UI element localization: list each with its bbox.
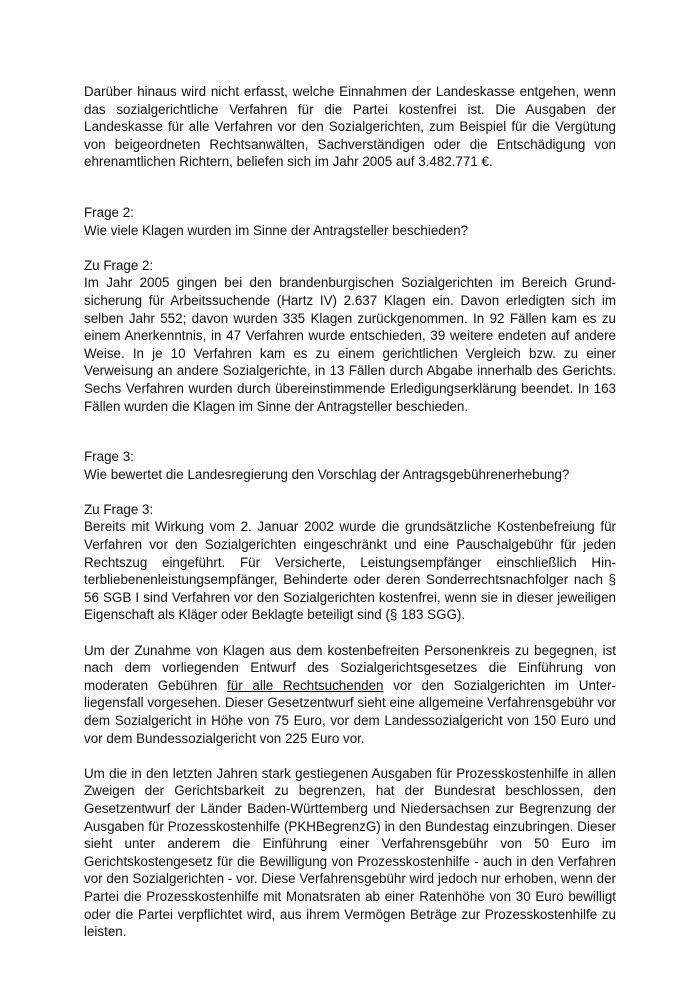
spacer (84, 415, 616, 448)
answer-3-paragraph-2 (84, 642, 616, 748)
spacer (84, 624, 616, 642)
intro-paragraph: Darüber hinaus wird nicht erfasst, welche Einnahmen der Landeskasse entgehen, wenn das sozialgerichtliche Verfahren für die Partei kostenfrei ist. Die Ausgaben der Landeskasse für alle Verfahren vor den Sozialgerichten, zum Beispiel für die Vergütung von beigeordneten Rechtsanwälten, Sachverständigen oder die Entschädigung von ehrenamtlichen Richtern, beliefen sich im Jahr 2005 auf 3.482.771 €. (84, 84, 616, 170)
paragraph-text: vor den Sozialgerichten im Unterliegensfall vorgesehen. Dieser Gesetzentwurf sieht eine allgemeine Verfahrensgebühr vor dem Sozialgericht in Höhe von 75 Euro, vor dem Landessozialgericht von 150 Euro und vor dem Bundessozialgericht von 225 Euro vor. (84, 677, 616, 746)
answer-3-paragraph-1: Bereits mit Wirkung vom 2. Januar 2002 wurde die grundsätzliche Kostenbefreiung für Verfahren vor den Sozialgerichten eingeschränkt und eine Pauschalgebühr für jeden Rechtszug eingeführt. Für Versicherte, Leistungsempfänger einschließlich Hinterbliebenenleistungsempfänger, Behinderte oder deren Sonderrechtsnachfolger nach § 56 SGB I sind Verfahren vor den Sozialgerichten kostenfrei, wenn sie in dieser jeweiligen Eigenschaft als Kläger oder Beklagte beteiligt sind (§ 183 SGG). (84, 519, 616, 623)
spacer (84, 747, 616, 765)
document-body (84, 83, 616, 941)
spacer (84, 239, 616, 257)
question-2-label: Frage 2: (84, 204, 134, 220)
question-2-text: Wie viele Klagen wurden im Sinne der Antragsteller beschieden? (84, 222, 469, 238)
question-3-text: Wie bewertet die Landesregierung den Vorschlag der Antragsgebührenerhebung? (84, 466, 570, 482)
spacer (84, 171, 616, 204)
answer-2-label: Zu Frage 2: (84, 257, 154, 273)
spacer (84, 483, 616, 501)
underlined-phrase: für alle Rechtsuchenden (227, 677, 384, 693)
answer-2-text: Im Jahr 2005 gingen bei den brandenburgischen Sozialgerichten im Bereich Grundsicherung für Arbeitssuchende (Hartz IV) 2.637 Klagen ein. Davon erledigten sich im selben Jahr 552; davon wurden 335 Klagen zurückgenommen. In 92 Fällen kam es zu einem Anerkenntnis, in 47 Verfahren wurde entschieden, 39 weitere endeten auf andere Weise. In je 10 Verfahren kam es zu einem gerichtlichen Vergleich bzw. zu einer Verweisung an andere Sozialgerichte, in 13 Fällen durch Abgabe innerhalb des Gerichts. Sechs Verfahren wurden durch übereinstimmende Erledigungserklärung beendet. In 163 Fällen wurden die Klagen im Sinne der Antragsteller beschieden. (84, 275, 616, 414)
question-3-label: Frage 3: (84, 449, 134, 465)
paragraph-text: Um der Zunahme von Klagen aus dem kostenbefreiten Personenkreis zu begegnen, ist nach dem vorliegenden Entwurf des Sozialgerichtsgesetzes die Einführung von moderaten Gebühren (84, 642, 616, 693)
answer-3-paragraph-3: Um die in den letzten Jahren stark gestiegenen Ausgaben für Prozesskostenhilfe in allen Zweigen der Gerichtsbarkeit zu begrenzen, hat der Bundesrat beschlossen, den Gesetzentwurf der Länder Baden-Württemberg und Niedersachsen zur Begrenzung der Ausgaben für Prozesskostenhilfe (PKHBegrenzG) in den Bundestag einzubringen. Dieser sieht unter anderem die Einführung einer Verfahrensgebühr von 50 Euro im Gerichtskostengesetz für die Bewilligung von Prozesskostenhilfe - auch in den Verfahren vor den Sozialgerichten - vor. Diese Verfahrensgebühr wird jedoch nur erhoben, wenn der Partei die Prozesskostenhilfe mit Monatsraten ab einer Ratenhöhe von 30 Euro bewilligt oder die Partei verpflichtet wird, aus ihrem Vermögen Beträge zur Prozesskostenhilfe zu leisten. (84, 765, 616, 940)
answer-3-label: Zu Frage 3: (84, 501, 154, 517)
